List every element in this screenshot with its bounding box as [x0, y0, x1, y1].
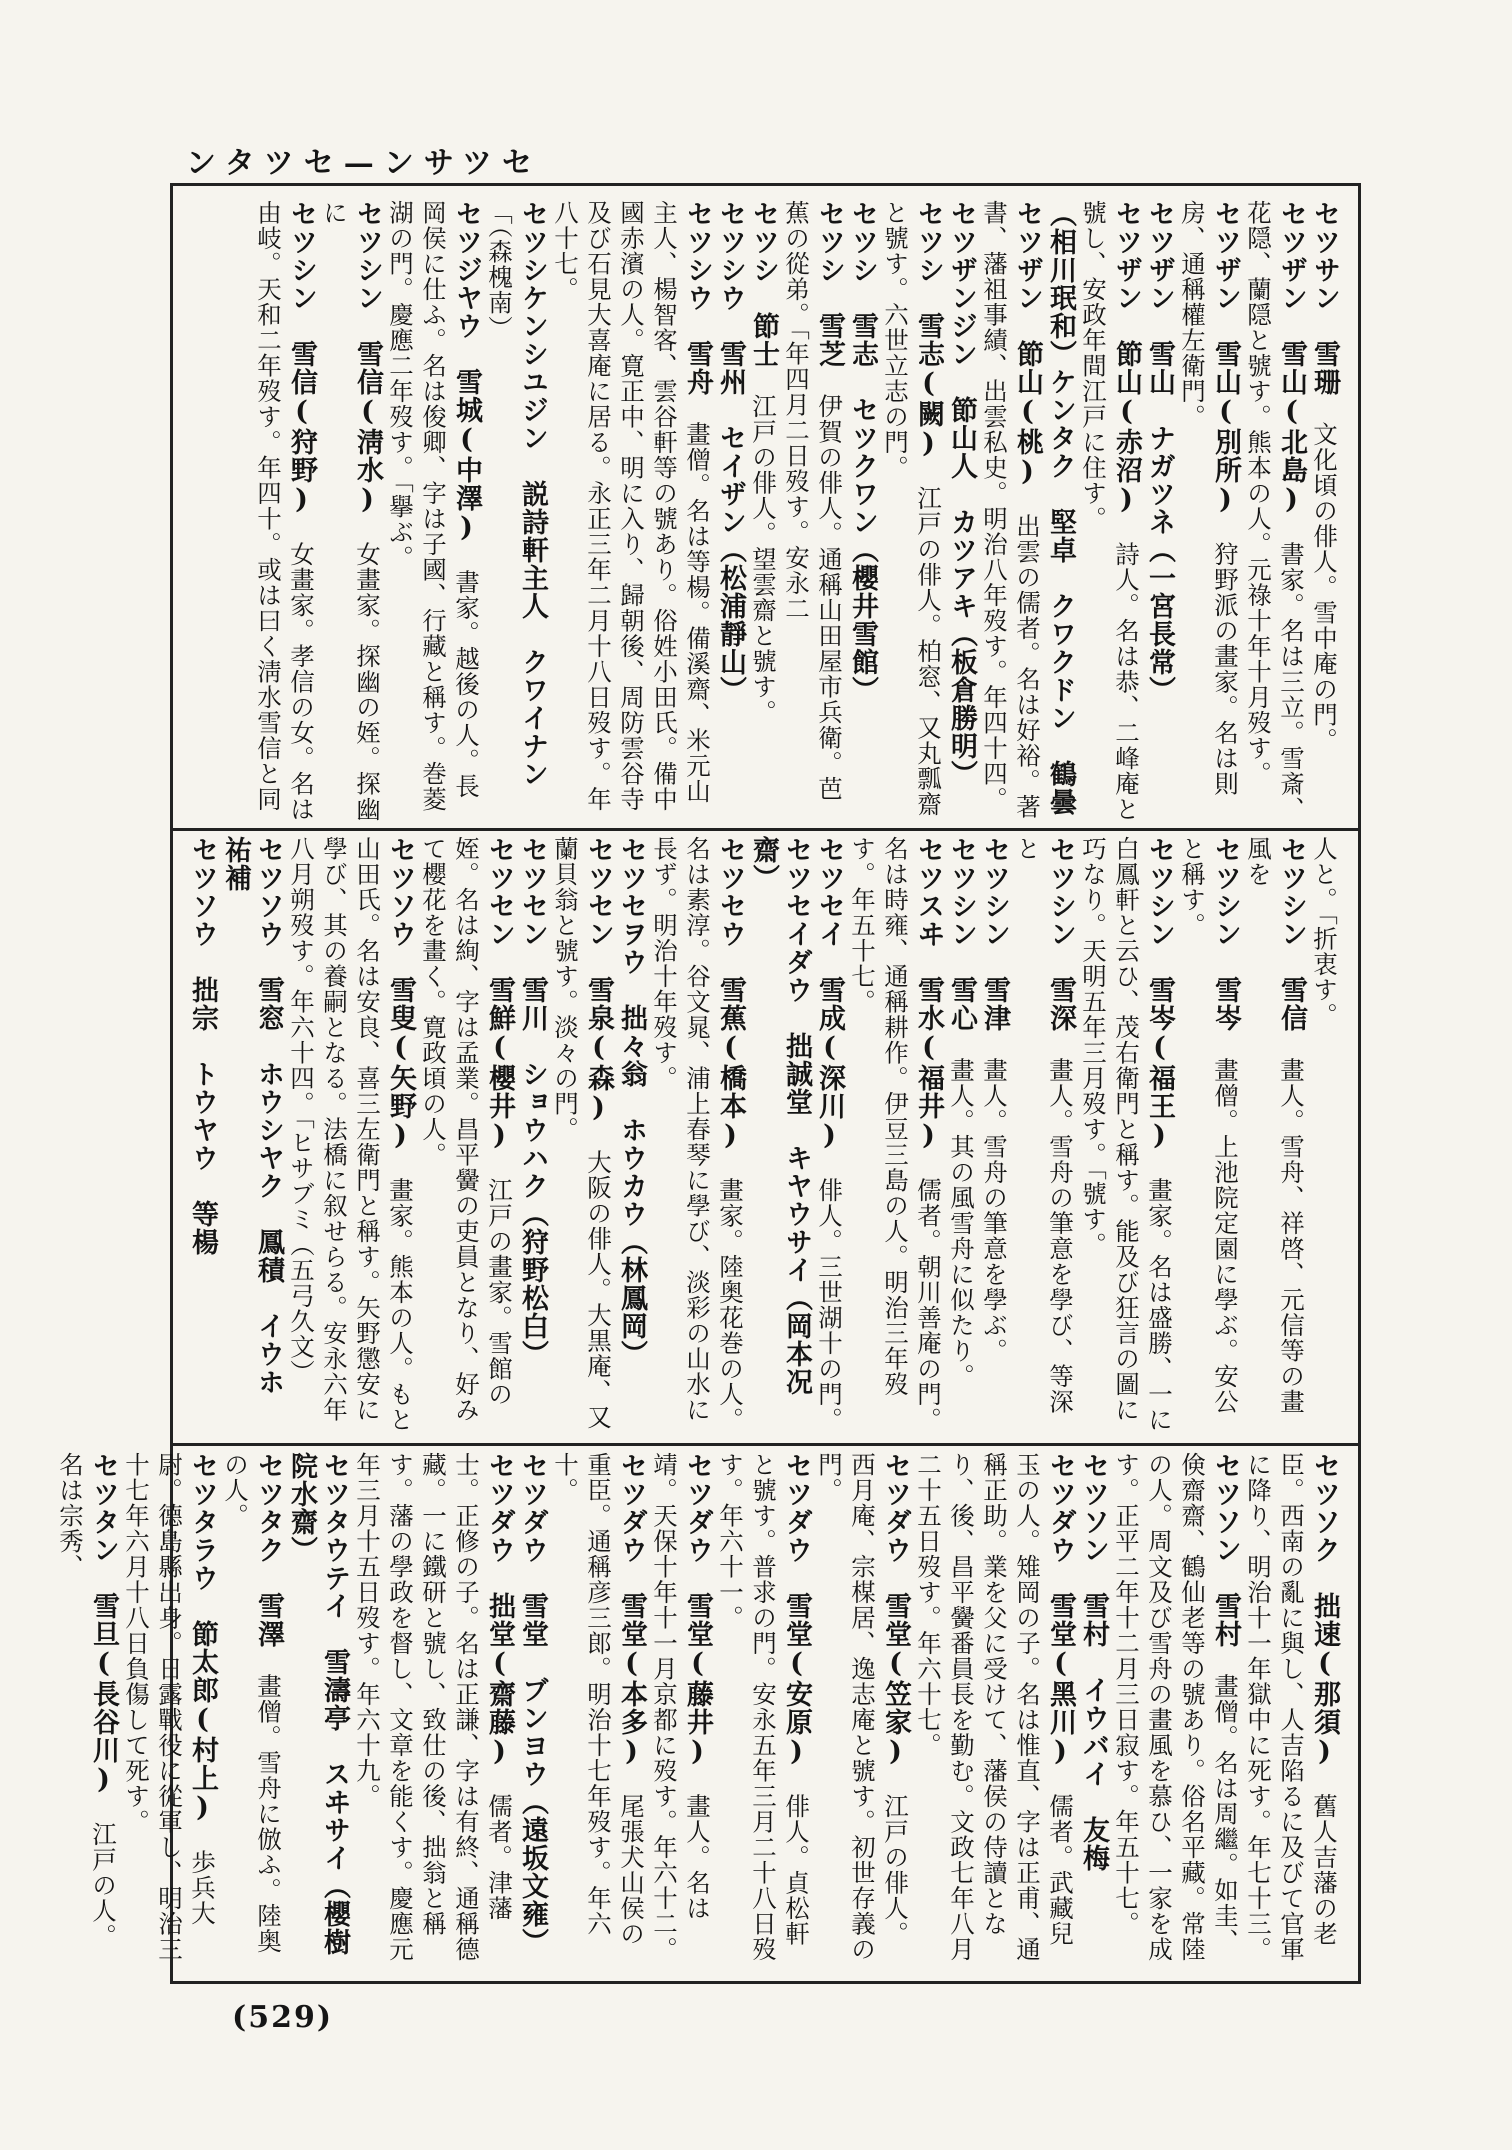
entry-text: 俳人。貞松軒と號す。普求の門。安永五年三月二十八日歿す。年六十一。	[716, 1452, 811, 1962]
dictionary-entry	[318, 200, 384, 822]
entry-headword: セツザン 節山(赤沼)	[1111, 200, 1142, 516]
entry-headword: セツシン 雪心	[946, 836, 977, 1032]
entry-text: 「（森槐南）	[485, 200, 514, 341]
dictionary-entry	[1143, 200, 1176, 822]
entry-text: 書家。越後の人。長岡侯に仕ふ。名は俊卿、字は子國、行藏と稱す。巻菱湖の門。慶應二年歿す。「擧ぶ。	[386, 200, 481, 812]
entry-headword: セツセン 雪泉(森)	[583, 836, 614, 1124]
entry-headword: セツシウ 雪舟	[682, 200, 713, 396]
band-divider-2	[170, 1443, 1358, 1446]
entry-headword: セツシン 雪深	[1045, 836, 1076, 1032]
entry-headword: セツシ 雪志(闕)	[913, 200, 944, 460]
entry-headword: セツセウ 雪蕉(橋本)	[715, 836, 746, 1152]
entry-headword: セツシン 雪岑	[1210, 836, 1241, 1032]
dictionary-entry	[186, 836, 219, 1436]
dictionary-entry	[747, 200, 780, 822]
entry-text: 文化頃の俳人。雪中庵の門。	[1310, 421, 1339, 753]
entry-headword: セツザン 雪山(北島)	[1276, 200, 1307, 516]
dictionary-entry	[483, 200, 549, 822]
entry-headword: セツダウ 拙堂(齋藤)	[484, 1452, 515, 1768]
entry-headword: セツシン 雪信(狩野)	[286, 200, 317, 516]
entry-headword: セツセン 雪鮮(櫻井)	[484, 836, 515, 1152]
entry-headword: セツザン 雪山(別所)	[1210, 200, 1241, 516]
entry-text: 大阪の俳人。大黒庵、又蘭貝翁と號す。淡々の門。	[551, 836, 613, 1430]
entry-band-top	[186, 200, 1341, 822]
dictionary-entry	[714, 1452, 813, 1970]
dictionary-entry	[1044, 200, 1077, 822]
entry-headword: セツザン 節山(桃)	[1012, 200, 1043, 488]
dictionary-entry	[219, 836, 285, 1436]
entry-headword: セツシ 雪志 セツクワン（櫻井雪館）	[847, 200, 878, 704]
entry-headword: セツシウ 雪州 セイザン（松浦靜山）	[715, 200, 746, 704]
dictionary-entry	[120, 1452, 219, 1970]
entry-headword: セツシ 節士	[748, 200, 779, 368]
dictionary-entry	[714, 200, 747, 822]
entry-text: 書家。名は三立。雪斎、花隠、蘭隠と號す。熊本の人。元祿十年十月歿す。	[1244, 200, 1306, 822]
dictionary-entry	[252, 200, 318, 822]
dictionary-entry	[351, 1452, 516, 1970]
entry-text: 江戸の畫家。雪館の姪。名は絢、字は孟業。昌平黌の吏員となり、好みて櫻花を畫く。寛政頃の人。	[419, 836, 514, 1423]
entry-headword: セツダウ 雪堂(安原)	[781, 1452, 812, 1768]
entry-headword: セツセヲウ 拙々翁 ホウカウ（林鳳岡）	[616, 836, 647, 1368]
dictionary-entry	[978, 200, 1044, 822]
entry-headword: セツソン 雪村	[1210, 1452, 1241, 1648]
entry-text: 畫僧。上池院定園に學ぶ。安公と稱す。	[1178, 836, 1240, 1415]
entry-text: 畫僧。名は等楊。備溪齋、米元山主人、楊智客、雲谷軒等の號あり。俗姓小田氏。備中國赤濱の人。寛正中、明に入り、歸朝後、周防雲谷寺及び石見大喜庵に居る。永正三年二月十八日歿す。年八十七。	[551, 200, 712, 812]
dictionary-entry	[615, 836, 648, 1436]
dictionary-entry	[780, 200, 846, 822]
entry-headword: セツタン 雪旦(長谷川)	[88, 1452, 119, 1796]
entry-headword: セツタウテイ 雪濤亭 スヰサイ（櫻樹院水齋）	[286, 1452, 350, 1956]
dictionary-entry	[54, 1452, 120, 1970]
entry-headword: セツダウ 雪堂(本多)	[616, 1452, 647, 1768]
entry-text: 畫僧。名は周繼。如圭、倹齋齋、鶴仙老等の號あり。俗名平藏。常陸の人。周文及び雪舟の畫風を慕ひ、一家を成す。正平二年十二月三日寂す。年五十七。	[1112, 1452, 1240, 1962]
entry-headword: セツシン 雪津	[979, 836, 1010, 1032]
entry-text: 江戸の俳人。望雲齋と號す。	[749, 393, 778, 725]
entry-text: 江戸の人。名は宗秀、	[56, 1452, 118, 1949]
entry-text: 狩野派の畫家。名は則房、通稱權左衛門。	[1178, 200, 1240, 797]
entry-headword: セツシケンシユジン 説詩軒主人 クワイナン	[517, 200, 548, 788]
entry-headword: セツザン 雪山 ナガツネ（一宮長常）	[1144, 200, 1175, 704]
dictionary-entry	[1308, 200, 1341, 822]
entry-headword: セツソン 雪村 イウバイ 友梅	[1078, 1452, 1109, 1872]
entry-headword: セツタク 雪澤	[253, 1452, 284, 1648]
entry-headword: セツサン 雪珊	[1309, 200, 1340, 396]
entry-text: 江戸の俳人。柏窓、又丸瓢齋と號す。六世立志の門。	[881, 200, 943, 817]
entry-text: 儒者。津藩士。正修の子。名は正謙、字は有終、通稱德藏。一に鐵研と號し、致仕の後、拙翁と稱す。藩の學政を督し、文章を能くす。慶應元年三月十五日歿す。年六十九。	[353, 1452, 514, 1962]
entry-text: 歩兵大尉。德島縣出身。日露戰役に從軍し、明治三十七年六月十八日負傷して死す。	[122, 1452, 217, 1962]
dictionary-entry	[516, 836, 549, 1436]
dictionary-entry	[747, 836, 813, 1436]
band-divider-1	[170, 828, 1358, 831]
entry-text: 人と。「折衷す。	[1310, 836, 1339, 1028]
entry-text: 畫家。熊本の人。もと山田氏。名は安良、喜三左衛門と稱す。矢野懲安に學び、其の養嗣となる。法橋に叙せらる。安永六年八月朔歿す。年六十四。「ヒサブミ（五弓久文）	[287, 836, 415, 1433]
dictionary-entry	[285, 1452, 351, 1970]
dictionary-entry	[1077, 1452, 1110, 1970]
entry-text: 江戸の俳人。西月庵、宗楳居、逸志庵と號す。初世存義の門。	[815, 1452, 910, 1962]
entry-band-middle	[186, 836, 1341, 1436]
entry-text: 尾張犬山侯の重臣。通稱彦三郎。明治十七年歿す。年六十。	[551, 1452, 646, 1947]
entry-text: 舊人吉藩の老臣。西南の亂に與し、人吉陷るに及びて官軍に降り、明治十一年獄中に死す。年七十三。	[1244, 1452, 1339, 1962]
dictionary-entry	[648, 836, 747, 1436]
dictionary-entry	[384, 200, 483, 822]
entry-headword: セツソウ 雪叟(矢野)	[385, 836, 416, 1152]
dictionary-entry	[516, 1452, 549, 1970]
entry-text: 詩人。名は恭、二峰庵と號し、安政年間江戸に住す。	[1079, 200, 1141, 822]
entry-text: 畫僧。雪舟に倣ふ。陸奥の人。	[221, 1452, 283, 1954]
dictionary-entry	[813, 1452, 912, 1970]
entry-headword: セツジヤウ 雪城(中澤)	[451, 200, 482, 544]
entry-text: 畫家。陸奥花巻の人。名は素淳。谷文晁、浦上春琴に學び、淡彩の山水に長ず。明治十年歿す。	[650, 836, 745, 1433]
dictionary-entry	[1242, 1452, 1341, 1970]
dictionary-entry	[1308, 836, 1341, 1436]
dictionary-entry	[945, 200, 978, 822]
entry-text: 出雲の儒者。名は好裕。著書、藩祖事績、出雲私史。明治八年歿す。年四十四。	[980, 200, 1042, 820]
dictionary-entry	[945, 836, 978, 1436]
entry-text: 女畫家。探幽の姪。探幽に	[320, 200, 382, 822]
entry-headword: セツシン 雪信(淸水)	[352, 200, 383, 516]
entry-headword: セツダウ 雪堂 ブンヨウ（遠坂文雍）	[517, 1452, 548, 1956]
entry-text: 畫家。名は盛勝、一に白鳳軒と云ひ、茂右衛門と稱す。能及び狂言の圖に巧なり。天明五年三月歿す。「號す。	[1079, 836, 1174, 1433]
entry-headword: セツソウ 拙宗 トウヤウ 等楊	[187, 836, 218, 1256]
entry-headword: セツシン 雪信	[1276, 836, 1307, 1032]
dictionary-entry	[813, 836, 846, 1436]
entry-headword: セツスヰ 雪水(福井)	[913, 836, 944, 1152]
entry-headword: セツダウ 雪堂(藤井)	[682, 1452, 713, 1768]
entry-text: 畫人。名は靖。天保十年十一月京都に歿す。年六十二。	[650, 1452, 712, 1962]
entry-text: 女畫家。孝信の女。名は由岐。天和二年歿す。年四十。或は曰く淸水雪信と同	[254, 200, 316, 822]
dictionary-entry	[1110, 1452, 1242, 1970]
dictionary-entry	[978, 836, 1011, 1436]
dictionary-entry	[1176, 200, 1242, 822]
dictionary-entry	[549, 836, 615, 1436]
dictionary-entry	[1242, 200, 1308, 822]
entry-headword: （相川珉和）ケンタク 堅卓 クワクドン 鶴曇	[1045, 200, 1076, 816]
dictionary-entry	[285, 836, 417, 1436]
entry-headword: セツシ 雪芝	[814, 200, 845, 368]
dictionary-entry	[549, 1452, 648, 1970]
entry-headword: セツダウ 雪堂(黑川)	[1045, 1452, 1076, 1768]
entry-headword: セツザンジン 節山人 カツアキ（板倉勝明）	[946, 200, 977, 788]
dictionary-entry	[846, 836, 945, 1436]
entry-headword: セツセン 雪川 ショウハク（狩野松白）	[517, 836, 548, 1368]
entry-headword: セツタラウ 節太郎(村上)	[187, 1452, 218, 1824]
dictionary-entry	[549, 200, 714, 822]
dictionary-entry	[1077, 836, 1176, 1436]
dictionary-entry	[1077, 200, 1143, 822]
entry-text: 儒者。朝川善庵の門。名は時雍、通稱耕作。伊豆三島の人。明治三年歿す。年五十七。	[848, 836, 943, 1433]
entry-headword: セツダウ 雪堂(笠家)	[880, 1452, 911, 1768]
dictionary-entry	[219, 1452, 285, 1970]
dictionary-entry	[846, 200, 879, 822]
dictionary-entry	[648, 1452, 714, 1970]
entry-headword: セツソク 拙速(那須)	[1309, 1452, 1340, 1768]
entry-text: 畫人。雪舟、祥啓、元信等の畫風を	[1244, 836, 1306, 1415]
entry-text: 畫人。雪舟の筆意を學ぶ。	[980, 1057, 1009, 1364]
dictionary-entry	[1011, 836, 1077, 1436]
dictionary-entry	[912, 1452, 1077, 1970]
entry-band-bottom	[56, 1452, 1341, 1970]
entry-headword: セツソウ 雪窓 ホウシヤク 鳳積 イウホ 祐補	[220, 836, 284, 1424]
entry-text: 畫人。雪舟の筆意を學び、等深と	[1013, 836, 1075, 1415]
entry-headword: セツセイダウ 拙誠堂 キヤウサイ（岡本况齋）	[748, 836, 812, 1396]
page-number: (529)	[232, 2000, 334, 2035]
dictionary-entry	[417, 836, 516, 1436]
entry-text: 伊賀の俳人。通稱山田屋市兵衛。芭蕉の從弟。「年四月二日歿す。安永二	[782, 200, 844, 802]
entry-headword: セツセイ 雪成(深川)	[814, 836, 845, 1152]
dictionary-entry	[1242, 836, 1308, 1436]
entry-text: 畫人。其の風雪舟に似たり。	[947, 1057, 976, 1389]
entry-text: 俳人。三世湖十の門。	[815, 1177, 844, 1433]
entry-text: 儒者。武藏兒玉の人。雉岡の子。名は惟直、字は正甫、通稱正助。業を父に受けて、藩侯の侍讀となり、後、昌平黌番員長を勤む。文政七年八月二十五日歿す。年六十七。	[914, 1452, 1075, 1962]
entry-headword: セツシン 雪岑(福王)	[1144, 836, 1175, 1152]
dictionary-entry	[1176, 836, 1242, 1436]
running-header: セツサン—セツタン	[185, 146, 542, 181]
dictionary-entry	[879, 200, 945, 822]
